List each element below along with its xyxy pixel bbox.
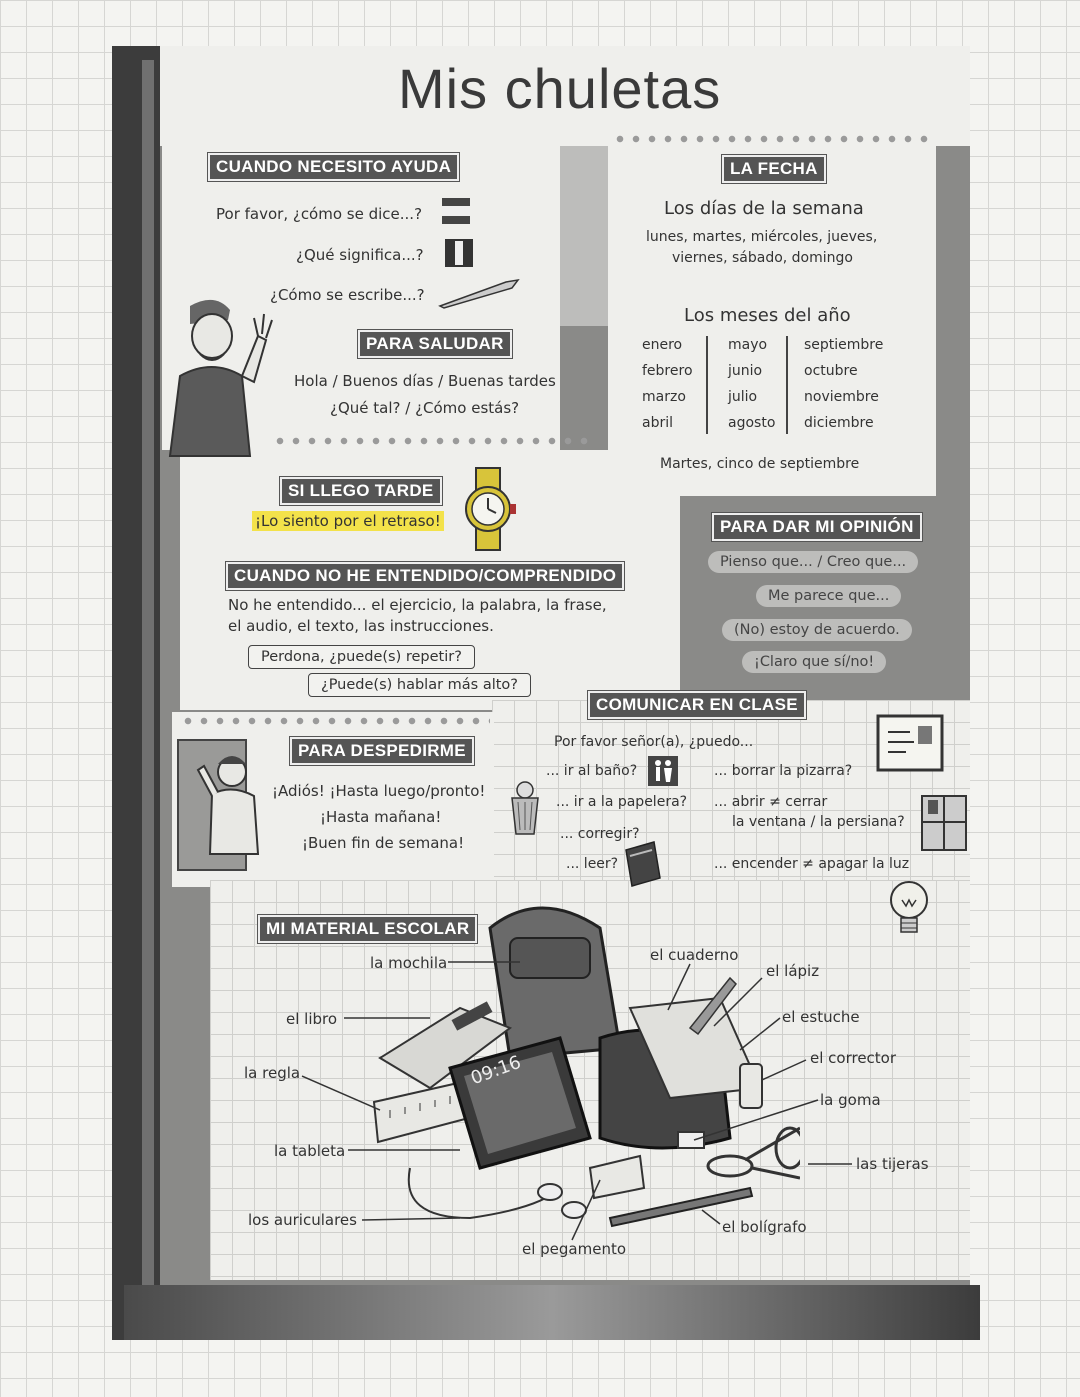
mes-diciembre: diciembre	[804, 415, 874, 431]
label-auriculares: los auriculares	[248, 1211, 357, 1229]
label-pegamento: el pegamento	[522, 1240, 627, 1258]
label-tableta: la tableta	[274, 1142, 346, 1160]
dias-line-1: lunes, martes, miércoles, jueves,	[646, 229, 878, 245]
label-cuaderno: el cuaderno	[650, 946, 739, 964]
fecha-heading: LA FECHA	[722, 155, 826, 183]
clase-right-2: ... abrir ≠ cerrar	[714, 794, 828, 810]
meses-title: Los meses del año	[684, 305, 851, 326]
entendido-line-2: el audio, el texto, las instrucciones.	[228, 617, 494, 635]
despedirme-line-1: ¡Adiós! ¡Hasta luego/pronto!	[272, 782, 486, 800]
tarde-highlight: ¡Lo siento por el retraso!	[252, 511, 444, 531]
clase-heading: COMUNICAR EN CLASE	[588, 691, 806, 719]
label-mochila: la mochila	[370, 954, 448, 972]
opinion-bubble-3: (No) estoy de acuerdo.	[722, 619, 912, 641]
label-goma: la goma	[820, 1091, 881, 1109]
clase-intro: Por favor señor(a), ¿puedo...	[554, 734, 754, 750]
tablet-time: 09:16	[467, 1051, 524, 1090]
fecha-example: Martes, cinco de septiembre	[660, 456, 860, 472]
despedirme-line-2: ¡Hasta mañana!	[320, 808, 442, 826]
mes-octubre: octubre	[804, 363, 858, 379]
dias-line-2: viernes, sábado, domingo	[672, 250, 853, 266]
label-libro: el libro	[286, 1010, 338, 1028]
entendido-bubble-2: ¿Puede(s) hablar más alto?	[308, 673, 531, 697]
entendido-line-1: No he entendido... el ejercicio, la palabra, la frase,	[228, 596, 607, 614]
clase-left-3: ... corregir?	[560, 826, 640, 842]
clase-left-1: ... ir al baño?	[546, 763, 638, 779]
entendido-bubble-1: Perdona, ¿puede(s) repetir?	[248, 645, 475, 669]
clase-right-3: la ventana / la persiana?	[732, 814, 905, 830]
material-heading: MI MATERIAL ESCOLAR	[258, 915, 477, 943]
ayuda-line-3: ¿Cómo se escribe...?	[270, 286, 425, 304]
entendido-heading: CUANDO NO HE ENTENDIDO/COMPRENDIDO	[226, 562, 624, 590]
opinion-bubble-1: Pienso que... / Creo que...	[708, 551, 918, 573]
label-corrector: el corrector	[810, 1049, 897, 1067]
page-title: Mis chuletas	[398, 57, 722, 120]
label-lapiz: el lápiz	[766, 962, 820, 980]
opinion-heading: PARA DAR MI OPINIÓN	[712, 513, 922, 541]
ayuda-line-2: ¿Qué significa...?	[296, 246, 424, 264]
mes-septiembre: septiembre	[804, 337, 884, 353]
mes-agosto: agosto	[728, 415, 776, 431]
mes-noviembre: noviembre	[804, 389, 879, 405]
label-boligrafo: el bolígrafo	[722, 1218, 807, 1236]
mes-abril: abril	[642, 415, 674, 431]
despedirme-line-3: ¡Buen fin de semana!	[302, 834, 465, 852]
label-tijeras: las tijeras	[856, 1155, 929, 1173]
saludar-line-1: Hola / Buenos días / Buenas tardes	[294, 372, 556, 390]
clase-left-2: ... ir a la papelera?	[556, 794, 688, 810]
opinion-bubble-2: Me parece que...	[756, 585, 901, 607]
mes-junio: junio	[728, 363, 763, 379]
ayuda-line-1: Por favor, ¿cómo se dice...?	[216, 205, 423, 223]
saludar-line-2: ¿Qué tal? / ¿Cómo estás?	[330, 399, 520, 417]
saludar-heading: PARA SALUDAR	[358, 330, 512, 358]
clase-left-4: ... leer?	[566, 856, 619, 872]
opinion-bubble-4: ¡Claro que sí/no!	[742, 651, 886, 673]
mes-mayo: mayo	[728, 337, 768, 353]
mes-febrero: febrero	[642, 363, 693, 379]
tarde-heading: SI LLEGO TARDE	[280, 477, 442, 505]
clase-right-1: ... borrar la pizarra?	[714, 763, 853, 779]
label-estuche: el estuche	[782, 1008, 860, 1026]
despedirme-heading: PARA DESPEDIRME	[290, 737, 474, 765]
mes-marzo: marzo	[642, 389, 686, 405]
ayuda-heading: CUANDO NECESITO AYUDA	[208, 153, 459, 181]
clase-right-4: ... encender ≠ apagar la luz	[714, 856, 910, 872]
label-regla: la regla	[244, 1064, 301, 1082]
mes-enero: enero	[642, 337, 683, 353]
dias-title: Los días de la semana	[664, 198, 864, 219]
mes-julio: julio	[728, 389, 758, 405]
